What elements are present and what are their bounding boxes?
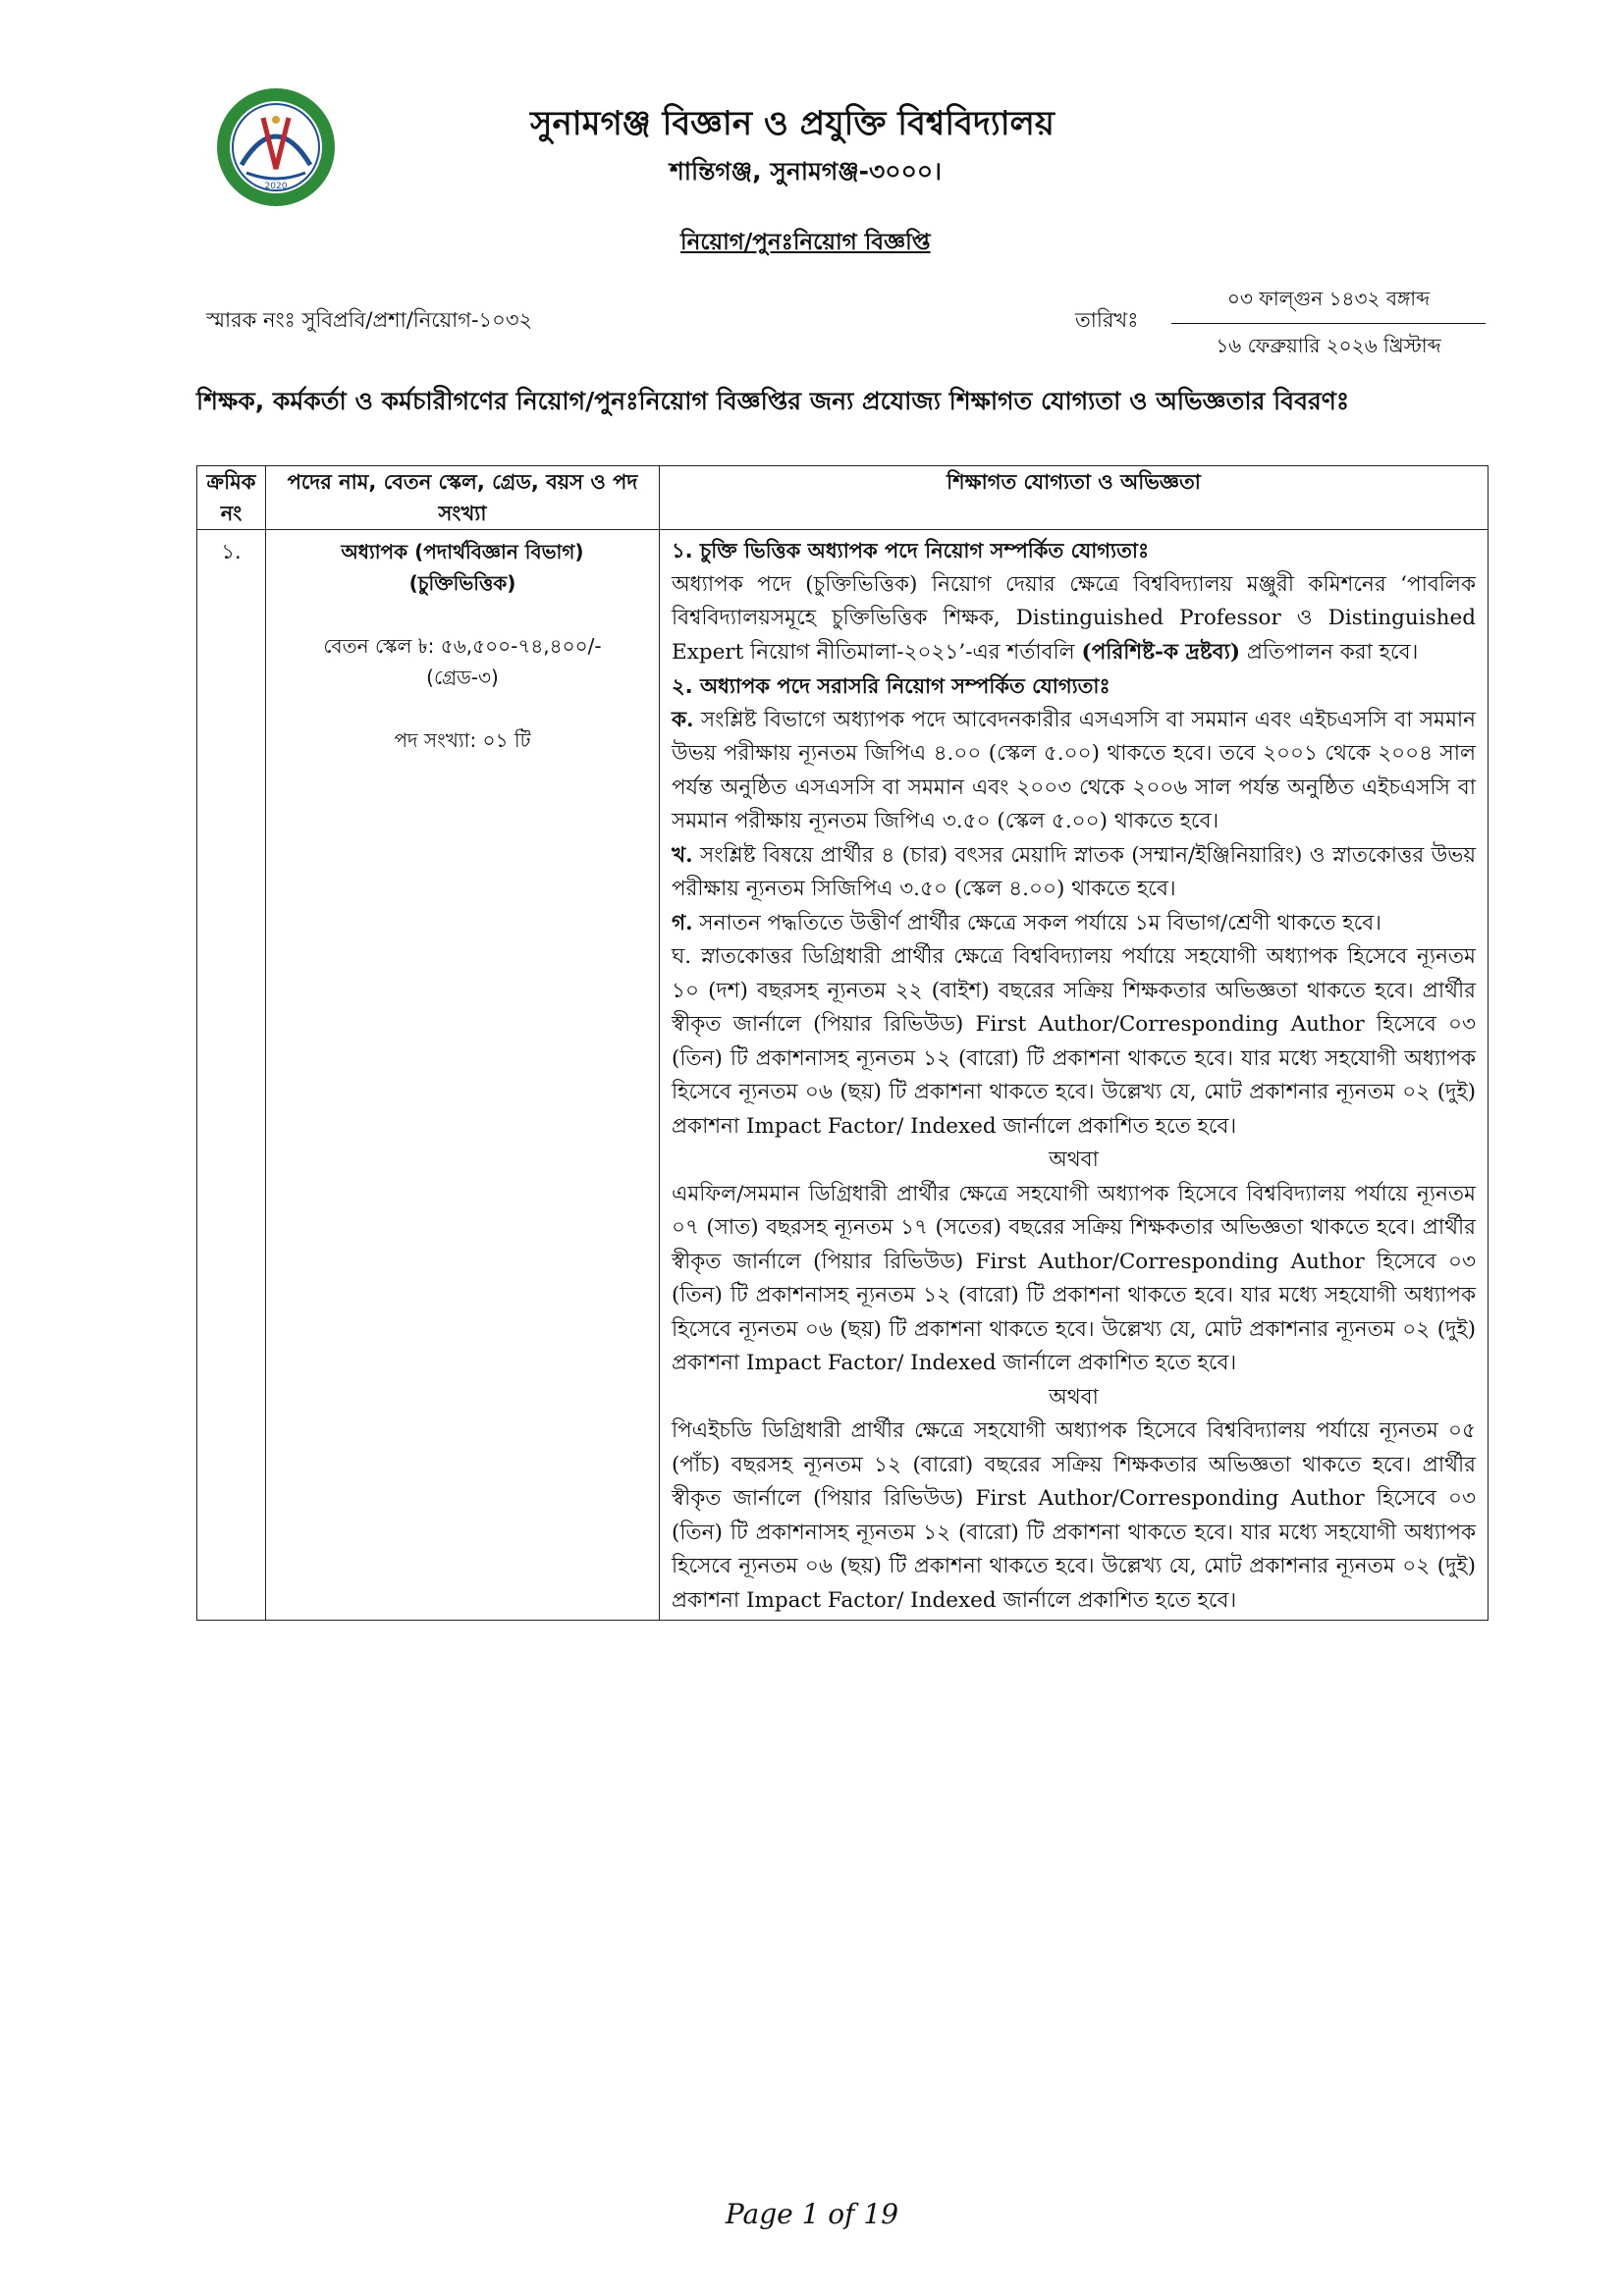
grade: (গ্রেড-৩) xyxy=(426,666,499,689)
clause-gha: ঘ. স্নাতকোত্তর ডিগ্রিধারী প্রার্থীর ক্ষেত্রে বিশ্ববিদ্যালয় পর্যায়ে সহযোগী অধ্যাপক হিসেবে ন্যূনতম ১০ (দশ) বছরসহ ন্যূনতম ২২ (বাইশ) বছরের সক্রিয় শিক্ষকতার অভিজ্ঞতা থাকতে হবে। প্রার্থীর স্বীকৃত জার্নালে (পিয়ার রিভিউড) First Author/Corresponding Author হিসেবে ০৩ (তিন) টি প্রকাশনাসহ ন্যূনতম ১২ (বারো) টি প্রকাশনা থাকতে হবে। যার মধ্যে সহযোগী অধ্যাপক হিসেবে ন্যূনতম ০৬ (ছয়) টি প্রকাশনা থাকতে হবে। উল্লেখ্য যে, মোট প্রকাশনার ন্যূনতম ০২ (দুই) প্রকাশনা Impact Factor/ Indexed জার্নালে প্রকাশিত হতে হবে। xyxy=(672,944,1476,1139)
table-row xyxy=(197,530,1489,1621)
header-serial: ক্রমিক নং xyxy=(197,466,266,530)
qualification-table xyxy=(196,465,1489,1621)
notice-title: নিয়োগ/পুনঃনিয়োগ বিজ্ঞপ্তি xyxy=(680,230,931,255)
page-number: Page 1 of 19 xyxy=(725,2198,899,2230)
contract-heading: ১. চুক্তি ভিত্তিক অধ্যাপক পদে নিয়োগ সম্পর্কিত যোগ্যতাঃ xyxy=(672,539,1150,562)
row-serial: ১. xyxy=(197,530,266,1621)
svg-text:2020: 2020 xyxy=(264,182,288,191)
post-type: (চুক্তিভিত্তিক) xyxy=(408,571,516,595)
or-separator: অথবা xyxy=(1049,1148,1099,1172)
table-header-row xyxy=(197,466,1489,530)
header-qualification: শিক্ষাগত যোগ্যতা ও অভিজ্ঞতা xyxy=(660,466,1489,530)
date-box xyxy=(1171,285,1486,364)
memo-number: স্মারক নংঃ সুবিপ্রবি/প্রশা/নিয়োগ-১০৩২ xyxy=(206,308,533,332)
university-name: সুনামগঞ্জ বিজ্ঞান ও প্রযুক্তি বিশ্ববিদ্যালয় xyxy=(530,104,1055,143)
date-label: তারিখঃ xyxy=(1075,308,1139,332)
clause-kha: খ. সংশ্লিষ্ট বিষয়ে প্রার্থীর ৪ (চার) বৎসর মেয়াদি স্নাতক (সম্মান/ইঞ্জিনিয়ারিং) ও স্নাতকোত্তর উভয় পরীক্ষায় ন্যূনতম সিজিপিএ ৩.৫০ (স্কেল ৪.০০) থাকতে হবে। xyxy=(672,842,1476,901)
pay-scale: বেতন স্কেল ৳: ৫৬,৫০০-৭৪,৪০০/- xyxy=(323,634,602,658)
university-logo xyxy=(202,79,350,216)
contract-paragraph: অধ্যাপক পদে (চুক্তিভিত্তিক) নিয়োগ দেয়ার ক্ষেত্রে বিশ্ববিদ্যালয় মঞ্জুরী কমিশনের ‘পাবলিক বিশ্ববিদ্যালয়সমূহে চুক্তিভিত্তিক শিক্ষক, Distinguished Professor ও Distinguished Expert নিয়োগ নীতিমালা-২০২১’-এর শর্তাবলি (পরিশিষ্ট-ক দ্রষ্টব্য) প্রতিপালন করা হবে। xyxy=(672,571,1476,665)
post-name: অধ্যাপক (পদার্থবিজ্ঞান বিভাগ) xyxy=(341,540,584,563)
clause-ka: ক. সংশ্লিষ্ট বিভাগে অধ্যাপক পদে আবেদনকারীর এসএসসি বা সমমান এবং এইচএসসি বা সমমান উভয় পরীক্ষায় ন্যূনতম জিপিএ ৪.০০ (স্কেল ৫.০০) থাকতে হবে। তবে ২০০১ থেকে ২০০৪ সাল পর্যন্ত অনুষ্ঠিত এসএসসি বা সমমান এবং ২০০৩ থেকে ২০০৬ সাল পর্যন্ত অনুষ্ঠিত এইচএসসি বা সমমান পরীক্ষায় ন্যূনতম জিপিএ ৩.৫০ (স্কেল ৫.০০) থাকতে হবে। xyxy=(672,707,1476,833)
header-post: পদের নাম, বেতন স্কেল, গ্রেড, বয়স ও পদ সংখ্যা xyxy=(266,466,660,530)
post-details xyxy=(266,530,660,1621)
clause-ga: গ. সনাতন পদ্ধতিতে উত্তীর্ণ প্রার্থীর ক্ষেত্রে সকল পর্যায়ে ১ম বিভাগ/শ্রেণী থাকতে হবে। xyxy=(672,910,1381,935)
date-english: ১৬ ফেব্রুয়ারি ২০২৬ খ্রিস্টাব্দ xyxy=(1216,334,1441,357)
date-bangla: ০৩ ফাল্গুন ১৪৩২ বঙ্গাব্দ xyxy=(1171,285,1486,324)
post-count: পদ সংখ্যা: ০১ টি xyxy=(394,728,531,752)
qualification-text xyxy=(660,530,1489,1621)
or-separator: অথবা xyxy=(1049,1384,1099,1410)
university-address: শান্তিগঞ্জ, সুনামগঞ্জ-৩০০০। xyxy=(670,157,943,186)
clause-phd: পিএইচডি ডিগ্রিধারী প্রার্থীর ক্ষেত্রে সহযোগী অধ্যাপক হিসেবে বিশ্ববিদ্যালয় পর্যায়ে ন্যূনতম ০৫ (পাঁচ) বছরসহ ন্যূনতম ১২ (বারো) বছরের সক্রিয় শিক্ষকতার অভিজ্ঞতা থাকতে হবে। প্রার্থীর স্বীকৃত জার্নালে (পিয়ার রিভিউড) First Author/Corresponding Author হিসেবে ০৩ (তিন) টি প্রকাশনাসহ ন্যূনতম ১২ (বারো) টি প্রকাশনা থাকতে হবে। যার মধ্যে সহযোগী অধ্যাপক হিসেবে ন্যূনতম ০৬ (ছয়) টি প্রকাশনা থাকতে হবে। উল্লেখ্য যে, মোট প্রকাশনার ন্যূনতম ০২ (দুই) প্রকাশনা Impact Factor/ Indexed জার্নালে প্রকাশিত হতে হবে। xyxy=(672,1418,1476,1613)
direct-heading: ২. অধ্যাপক পদে সরাসরি নিয়োগ সম্পর্কিত যোগ্যতাঃ xyxy=(672,674,1110,698)
section-heading: শিক্ষক, কর্মকর্তা ও কর্মচারীগণের নিয়োগ/পুনঃনিয়োগ বিজ্ঞপ্তির জন্য প্রযোজ্য শিক্ষাগত যোগ্যতা ও অভিজ্ঞতার বিবরণঃ xyxy=(196,387,1350,415)
clause-mphil: এমফিল/সমমান ডিগ্রিধারী প্রার্থীর ক্ষেত্রে সহযোগী অধ্যাপক হিসেবে বিশ্ববিদ্যালয় পর্যায়ে ন্যূনতম ০৭ (সাত) বছরসহ ন্যূনতম ১৭ (সতের) বছরের সক্রিয় শিক্ষকতার অভিজ্ঞতা থাকতে হবে। প্রার্থীর স্বীকৃত জার্নালে (পিয়ার রিভিউড) First Author/Corresponding Author হিসেবে ০৩ (তিন) টি প্রকাশনাসহ ন্যূনতম ১২ (বারো) টি প্রকাশনা থাকতে হবে। যার মধ্যে সহযোগী অধ্যাপক হিসেবে ন্যূনতম ০৬ (ছয়) টি প্রকাশনা থাকতে হবে। উল্লেখ্য যে, মোট প্রকাশনার ন্যূনতম ০২ (দুই) প্রকাশনা Impact Factor/ Indexed জার্নালে প্রকাশিত হতে হবে। xyxy=(672,1181,1476,1375)
